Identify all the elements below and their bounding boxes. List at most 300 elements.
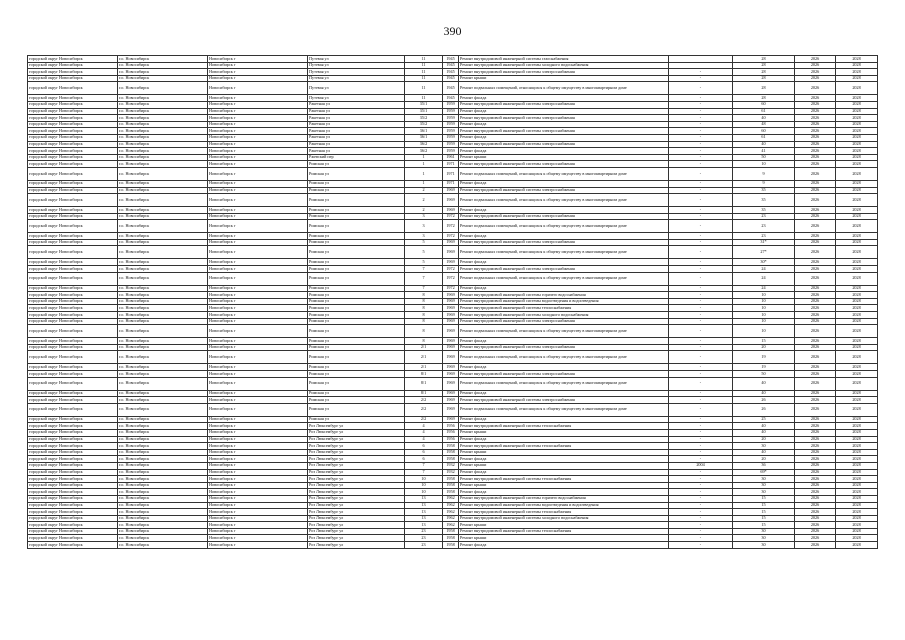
settlement-cell: г.о. Новосибирск xyxy=(118,469,208,476)
district-cell: городской округ Новосибирск xyxy=(28,213,118,220)
settlement-cell: г.о. Новосибирск xyxy=(118,75,208,82)
street-cell: Роз Люксембург ул xyxy=(308,502,405,509)
build-year-cell: 1945 xyxy=(443,95,459,102)
wear-percent-cell: 41 xyxy=(733,148,795,155)
build-year-cell: 1958 xyxy=(443,456,459,463)
settlement-cell: г.о. Новосибирск xyxy=(118,141,208,148)
wear-percent-cell: 23 xyxy=(733,213,795,220)
wear-percent-cell: 40 xyxy=(733,141,795,148)
last-repair-cell: - xyxy=(669,207,733,214)
plan-year-start-cell: 2026 xyxy=(795,246,836,259)
wear-percent-cell: 61 xyxy=(733,108,795,115)
wear-percent-cell: 40 xyxy=(733,115,795,122)
plan-year-end-cell: 2028 xyxy=(836,528,878,535)
wear-percent-cell: 20 xyxy=(733,344,795,351)
wear-percent-cell: 30 xyxy=(733,542,795,549)
table-row xyxy=(28,522,878,529)
city-cell: Новосибирск г xyxy=(208,220,308,233)
work-type-cell: Ремонт крыши xyxy=(459,449,669,456)
table-row xyxy=(28,285,878,292)
city-cell: Новосибирск г xyxy=(208,239,308,246)
table-row xyxy=(28,542,878,549)
work-type-cell: Ремонт внутридомовой инженерной системы холодного водоснабжения xyxy=(459,62,669,69)
plan-year-start-cell: 2026 xyxy=(795,364,836,371)
house-number-cell: 35/1 xyxy=(405,101,443,108)
plan-year-end-cell: 2028 xyxy=(836,187,878,194)
plan-year-end-cell: 2028 xyxy=(836,390,878,397)
street-cell: Ракетная ул xyxy=(308,148,405,155)
house-number-cell: 11 xyxy=(405,95,443,102)
plan-year-start-cell: 2026 xyxy=(795,69,836,76)
plan-year-start-cell: 2026 xyxy=(795,115,836,122)
city-cell: Новосибирск г xyxy=(208,535,308,542)
work-type-cell: Ремонт внутридомовой инженерной системы холодного водоснабжения xyxy=(459,312,669,319)
city-cell: Новосибирск г xyxy=(208,56,308,63)
plan-year-end-cell: 2028 xyxy=(836,522,878,529)
table-row xyxy=(28,397,878,404)
plan-year-start-cell: 2026 xyxy=(795,502,836,509)
wear-percent-cell: 10 xyxy=(733,298,795,305)
district-cell: городской округ Новосибирск xyxy=(28,436,118,443)
plan-year-start-cell: 2026 xyxy=(795,95,836,102)
last-repair-cell: - xyxy=(669,489,733,496)
settlement-cell: г.о. Новосибирск xyxy=(118,403,208,416)
last-repair-cell: - xyxy=(669,318,733,325)
work-type-cell: Ремонт внутридомовой инженерной системы электроснабжения xyxy=(459,371,669,378)
street-cell: Римская ул xyxy=(308,180,405,187)
work-type-cell: Ремонт внутридомовой инженерной системы теплоснабжения xyxy=(459,509,669,516)
house-number-cell: 4 xyxy=(405,436,443,443)
plan-year-start-cell: 2026 xyxy=(795,351,836,364)
city-cell: Новосибирск г xyxy=(208,246,308,259)
settlement-cell: г.о. Новосибирск xyxy=(118,423,208,430)
settlement-cell: г.о. Новосибирск xyxy=(118,416,208,423)
settlement-cell: г.о. Новосибирск xyxy=(118,56,208,63)
street-cell: Роз Люксембург ул xyxy=(308,489,405,496)
table-row xyxy=(28,371,878,378)
plan-year-start-cell: 2026 xyxy=(795,128,836,135)
street-cell: Роз Люксембург ул xyxy=(308,509,405,516)
plan-year-start-cell: 2026 xyxy=(795,285,836,292)
settlement-cell: г.о. Новосибирск xyxy=(118,121,208,128)
plan-year-start-cell: 2026 xyxy=(795,509,836,516)
table-row xyxy=(28,482,878,489)
plan-year-start-cell: 2026 xyxy=(795,318,836,325)
street-cell: Ржевский пер xyxy=(308,154,405,161)
plan-year-end-cell: 2028 xyxy=(836,266,878,273)
settlement-cell: г.о. Новосибирск xyxy=(118,148,208,155)
wear-percent-cell: 19 xyxy=(733,351,795,364)
plan-year-end-cell: 2028 xyxy=(836,285,878,292)
work-type-cell: Ремонт подвальных помещений, относящихся к общему имуществу в многоквартирном доме xyxy=(459,351,669,364)
house-number-cell: 11 xyxy=(405,75,443,82)
district-cell: городской округ Новосибирск xyxy=(28,62,118,69)
table-row xyxy=(28,495,878,502)
build-year-cell: 1969 xyxy=(443,344,459,351)
build-year-cell: 1972 xyxy=(443,220,459,233)
wear-percent-cell: 9 xyxy=(733,180,795,187)
settlement-cell: г.о. Новосибирск xyxy=(118,69,208,76)
city-cell: Новосибирск г xyxy=(208,489,308,496)
city-cell: Новосибирск г xyxy=(208,194,308,207)
settlement-cell: г.о. Новосибирск xyxy=(118,344,208,351)
work-type-cell: Ремонт внутридомовой инженерной системы газоснабжения xyxy=(459,56,669,63)
street-cell: Римская ул xyxy=(308,371,405,378)
plan-year-end-cell: 2028 xyxy=(836,312,878,319)
work-type-cell: Ремонт фасада xyxy=(459,390,669,397)
street-cell: Римская ул xyxy=(308,239,405,246)
house-number-cell: 2/1 xyxy=(405,351,443,364)
build-year-cell: 1969 xyxy=(443,416,459,423)
settlement-cell: г.о. Новосибирск xyxy=(118,128,208,135)
house-number-cell: 7 xyxy=(405,285,443,292)
house-number-cell: 8 xyxy=(405,318,443,325)
plan-year-start-cell: 2026 xyxy=(795,292,836,299)
settlement-cell: г.о. Новосибирск xyxy=(118,220,208,233)
street-cell: Римская ул xyxy=(308,344,405,351)
plan-year-end-cell: 2028 xyxy=(836,423,878,430)
city-cell: Новосибирск г xyxy=(208,403,308,416)
build-year-cell: 1958 xyxy=(443,489,459,496)
district-cell: городской округ Новосибирск xyxy=(28,266,118,273)
district-cell: городской округ Новосибирск xyxy=(28,141,118,148)
last-repair-cell: - xyxy=(669,115,733,122)
build-year-cell: 1945 xyxy=(443,62,459,69)
plan-year-end-cell: 2028 xyxy=(836,167,878,180)
plan-year-end-cell: 2028 xyxy=(836,443,878,450)
house-number-cell: 3 xyxy=(405,213,443,220)
plan-year-start-cell: 2026 xyxy=(795,233,836,240)
build-year-cell: 1969 xyxy=(443,239,459,246)
city-cell: Новосибирск г xyxy=(208,351,308,364)
wear-percent-cell: 60 xyxy=(733,101,795,108)
plan-year-start-cell: 2026 xyxy=(795,141,836,148)
plan-year-start-cell: 2026 xyxy=(795,416,836,423)
street-cell: Римская ул xyxy=(308,167,405,180)
wear-percent-cell: 26 xyxy=(733,397,795,404)
table-row xyxy=(28,180,878,187)
plan-year-end-cell: 2028 xyxy=(836,344,878,351)
build-year-cell: 1959 xyxy=(443,108,459,115)
house-number-cell: 1 xyxy=(405,154,443,161)
plan-year-start-cell: 2026 xyxy=(795,82,836,95)
build-year-cell: 1972 xyxy=(443,266,459,273)
plan-year-end-cell: 2028 xyxy=(836,194,878,207)
plan-year-end-cell: 2028 xyxy=(836,154,878,161)
street-cell: Римская ул xyxy=(308,351,405,364)
build-year-cell: 1969 xyxy=(443,403,459,416)
district-cell: городской округ Новосибирск xyxy=(28,318,118,325)
street-cell: Роз Люксембург ул xyxy=(308,436,405,443)
table-row xyxy=(28,56,878,63)
work-type-cell: Ремонт фасада xyxy=(459,121,669,128)
last-repair-cell: 2004 xyxy=(669,462,733,469)
district-cell: городской округ Новосибирск xyxy=(28,115,118,122)
build-year-cell: 1962 xyxy=(443,502,459,509)
work-type-cell: Ремонт крыши xyxy=(459,429,669,436)
work-type-cell: Ремонт внутридомовой инженерной системы электроснабжения xyxy=(459,239,669,246)
plan-year-end-cell: 2028 xyxy=(836,542,878,549)
settlement-cell: г.о. Новосибирск xyxy=(118,397,208,404)
district-cell: городской округ Новосибирск xyxy=(28,371,118,378)
district-cell: городской округ Новосибирск xyxy=(28,292,118,299)
settlement-cell: г.о. Новосибирск xyxy=(118,187,208,194)
last-repair-cell: - xyxy=(669,233,733,240)
table-row xyxy=(28,449,878,456)
plan-year-end-cell: 2028 xyxy=(836,456,878,463)
work-type-cell: Ремонт крыши xyxy=(459,75,669,82)
plan-year-start-cell: 2026 xyxy=(795,220,836,233)
wear-percent-cell: 31* xyxy=(733,239,795,246)
work-type-cell: Ремонт внутридомовой инженерной системы теплоснабжения xyxy=(459,443,669,450)
city-cell: Новосибирск г xyxy=(208,542,308,549)
table-row xyxy=(28,325,878,338)
street-cell: Роз Люксембург ул xyxy=(308,469,405,476)
settlement-cell: г.о. Новосибирск xyxy=(118,542,208,549)
last-repair-cell: - xyxy=(669,456,733,463)
table-row xyxy=(28,312,878,319)
house-number-cell: 6 xyxy=(405,449,443,456)
work-type-cell: Ремонт внутридомовой инженерной системы электроснабжения xyxy=(459,187,669,194)
house-number-cell: 2/2 xyxy=(405,416,443,423)
city-cell: Новосибирск г xyxy=(208,187,308,194)
district-cell: городской округ Новосибирск xyxy=(28,272,118,285)
last-repair-cell: - xyxy=(669,187,733,194)
plan-year-end-cell: 2028 xyxy=(836,495,878,502)
table-row xyxy=(28,351,878,364)
work-type-cell: Ремонт фасада xyxy=(459,542,669,549)
street-cell: Роз Люксембург ул xyxy=(308,542,405,549)
build-year-cell: 1971 xyxy=(443,167,459,180)
city-cell: Новосибирск г xyxy=(208,154,308,161)
house-number-cell: 2 xyxy=(405,207,443,214)
plan-year-start-cell: 2026 xyxy=(795,338,836,345)
city-cell: Новосибирск г xyxy=(208,528,308,535)
plan-year-end-cell: 2028 xyxy=(836,69,878,76)
house-number-cell: 7 xyxy=(405,272,443,285)
last-repair-cell: - xyxy=(669,292,733,299)
last-repair-cell: - xyxy=(669,482,733,489)
street-cell: Римская ул xyxy=(308,220,405,233)
last-repair-cell: - xyxy=(669,121,733,128)
last-repair-cell: - xyxy=(669,397,733,404)
settlement-cell: г.о. Новосибирск xyxy=(118,95,208,102)
plan-year-end-cell: 2028 xyxy=(836,469,878,476)
plan-year-end-cell: 2028 xyxy=(836,364,878,371)
city-cell: Новосибирск г xyxy=(208,377,308,390)
table-row xyxy=(28,423,878,430)
street-cell: Римская ул xyxy=(308,207,405,214)
table-row xyxy=(28,292,878,299)
plan-year-start-cell: 2026 xyxy=(795,469,836,476)
settlement-cell: г.о. Новосибирск xyxy=(118,522,208,529)
settlement-cell: г.о. Новосибирск xyxy=(118,207,208,214)
plan-year-start-cell: 2026 xyxy=(795,305,836,312)
plan-year-end-cell: 2028 xyxy=(836,515,878,522)
house-number-cell: 1 xyxy=(405,180,443,187)
table-row xyxy=(28,462,878,469)
plan-year-end-cell: 2028 xyxy=(836,75,878,82)
settlement-cell: г.о. Новосибирск xyxy=(118,436,208,443)
house-number-cell: 10 xyxy=(405,482,443,489)
last-repair-cell: - xyxy=(669,246,733,259)
table-row xyxy=(28,535,878,542)
build-year-cell: 1962 xyxy=(443,515,459,522)
last-repair-cell: - xyxy=(669,443,733,450)
plan-year-end-cell: 2028 xyxy=(836,246,878,259)
last-repair-cell: - xyxy=(669,108,733,115)
table-row xyxy=(28,456,878,463)
house-number-cell: 36/2 xyxy=(405,141,443,148)
city-cell: Новосибирск г xyxy=(208,436,308,443)
build-year-cell: 1959 xyxy=(443,121,459,128)
wear-percent-cell: 28 xyxy=(733,62,795,69)
city-cell: Новосибирск г xyxy=(208,456,308,463)
build-year-cell: 1971 xyxy=(443,180,459,187)
house-number-cell: 8 xyxy=(405,298,443,305)
plan-year-start-cell: 2026 xyxy=(795,56,836,63)
city-cell: Новосибирск г xyxy=(208,305,308,312)
wear-percent-cell: 19 xyxy=(733,364,795,371)
district-cell: городской округ Новосибирск xyxy=(28,325,118,338)
district-cell: городской округ Новосибирск xyxy=(28,187,118,194)
work-type-cell: Ремонт внутридомовой инженерной системы холодного водоснабжения xyxy=(459,515,669,522)
work-type-cell: Ремонт внутридомовой инженерной системы электроснабжения xyxy=(459,161,669,168)
district-cell: городской округ Новосибирск xyxy=(28,429,118,436)
settlement-cell: г.о. Новосибирск xyxy=(118,515,208,522)
settlement-cell: г.о. Новосибирск xyxy=(118,325,208,338)
last-repair-cell: - xyxy=(669,325,733,338)
plan-year-end-cell: 2028 xyxy=(836,121,878,128)
wear-percent-cell: 35 xyxy=(733,207,795,214)
plan-year-start-cell: 2026 xyxy=(795,180,836,187)
street-cell: Роз Люксембург ул xyxy=(308,515,405,522)
city-cell: Новосибирск г xyxy=(208,364,308,371)
city-cell: Новосибирск г xyxy=(208,167,308,180)
street-cell: Роз Люксембург ул xyxy=(308,456,405,463)
plan-year-start-cell: 2026 xyxy=(795,436,836,443)
city-cell: Новосибирск г xyxy=(208,75,308,82)
plan-year-end-cell: 2028 xyxy=(836,233,878,240)
plan-year-end-cell: 2028 xyxy=(836,482,878,489)
plan-year-end-cell: 2028 xyxy=(836,509,878,516)
last-repair-cell: - xyxy=(669,298,733,305)
plan-year-end-cell: 2028 xyxy=(836,62,878,69)
plan-year-start-cell: 2026 xyxy=(795,476,836,483)
district-cell: городской округ Новосибирск xyxy=(28,482,118,489)
street-cell: Путевая ул xyxy=(308,95,405,102)
table-row xyxy=(28,515,878,522)
city-cell: Новосибирск г xyxy=(208,325,308,338)
work-type-cell: Ремонт внутридомовой инженерной системы электроснабжения xyxy=(459,397,669,404)
build-year-cell: 1945 xyxy=(443,82,459,95)
work-type-cell: Ремонт подвальных помещений, относящихся к общему имуществу в многоквартирном доме xyxy=(459,246,669,259)
wear-percent-cell: 61 xyxy=(733,134,795,141)
wear-percent-cell: 40 xyxy=(733,429,795,436)
plan-year-start-cell: 2026 xyxy=(795,108,836,115)
house-number-cell: 8 xyxy=(405,292,443,299)
settlement-cell: г.о. Новосибирск xyxy=(118,82,208,95)
table-row xyxy=(28,528,878,535)
build-year-cell: 1959 xyxy=(443,141,459,148)
table-row xyxy=(28,213,878,220)
wear-percent-cell: 15 xyxy=(733,502,795,509)
build-year-cell: 1969 xyxy=(443,298,459,305)
build-year-cell: 1956 xyxy=(443,423,459,430)
plan-year-start-cell: 2026 xyxy=(795,429,836,436)
house-number-cell: 10 xyxy=(405,489,443,496)
last-repair-cell: - xyxy=(669,403,733,416)
last-repair-cell: - xyxy=(669,95,733,102)
last-repair-cell: - xyxy=(669,528,733,535)
district-cell: городской округ Новосибирск xyxy=(28,134,118,141)
settlement-cell: г.о. Новосибирск xyxy=(118,213,208,220)
work-type-cell: Ремонт фасада xyxy=(459,416,669,423)
work-type-cell: Ремонт фасада xyxy=(459,364,669,371)
last-repair-cell: - xyxy=(669,469,733,476)
district-cell: городской округ Новосибирск xyxy=(28,377,118,390)
street-cell: Путевая ул xyxy=(308,69,405,76)
build-year-cell: 1969 xyxy=(443,187,459,194)
plan-year-end-cell: 2028 xyxy=(836,298,878,305)
district-cell: городской округ Новосибирск xyxy=(28,502,118,509)
district-cell: городской округ Новосибирск xyxy=(28,233,118,240)
city-cell: Новосибирск г xyxy=(208,515,308,522)
wear-percent-cell: 40 xyxy=(733,377,795,390)
plan-year-start-cell: 2026 xyxy=(795,528,836,535)
plan-year-end-cell: 2028 xyxy=(836,325,878,338)
settlement-cell: г.о. Новосибирск xyxy=(118,272,208,285)
work-type-cell: Ремонт внутридомовой инженерной системы электроснабжения xyxy=(459,101,669,108)
last-repair-cell: - xyxy=(669,167,733,180)
last-repair-cell: - xyxy=(669,82,733,95)
last-repair-cell: - xyxy=(669,213,733,220)
work-type-cell: Ремонт внутридомовой инженерной системы теплоснабжения xyxy=(459,476,669,483)
street-cell: Римская ул xyxy=(308,246,405,259)
wear-percent-cell: 25 xyxy=(733,416,795,423)
last-repair-cell: - xyxy=(669,101,733,108)
city-cell: Новосибирск г xyxy=(208,180,308,187)
district-cell: городской округ Новосибирск xyxy=(28,128,118,135)
settlement-cell: г.о. Новосибирск xyxy=(118,134,208,141)
work-type-cell: Ремонт подвальных помещений, относящихся к общему имуществу в многоквартирном доме xyxy=(459,194,669,207)
plan-year-start-cell: 2026 xyxy=(795,325,836,338)
house-number-cell: 11 xyxy=(405,56,443,63)
street-cell: Роз Люксембург ул xyxy=(308,535,405,542)
wear-percent-cell: 10 xyxy=(733,312,795,319)
settlement-cell: г.о. Новосибирск xyxy=(118,462,208,469)
table-row xyxy=(28,233,878,240)
plan-year-start-cell: 2026 xyxy=(795,344,836,351)
wear-percent-cell: 15 xyxy=(733,495,795,502)
table-row xyxy=(28,390,878,397)
city-cell: Новосибирск г xyxy=(208,476,308,483)
build-year-cell: 1969 xyxy=(443,207,459,214)
district-cell: городской округ Новосибирск xyxy=(28,161,118,168)
settlement-cell: г.о. Новосибирск xyxy=(118,108,208,115)
district-cell: городской округ Новосибирск xyxy=(28,456,118,463)
plan-year-end-cell: 2028 xyxy=(836,535,878,542)
table-row xyxy=(28,298,878,305)
plan-year-start-cell: 2026 xyxy=(795,272,836,285)
wear-percent-cell: 10 xyxy=(733,161,795,168)
plan-year-start-cell: 2026 xyxy=(795,456,836,463)
settlement-cell: г.о. Новосибирск xyxy=(118,161,208,168)
city-cell: Новосибирск г xyxy=(208,292,308,299)
plan-year-start-cell: 2026 xyxy=(795,161,836,168)
house-number-cell: 13 xyxy=(405,509,443,516)
plan-year-end-cell: 2028 xyxy=(836,56,878,63)
